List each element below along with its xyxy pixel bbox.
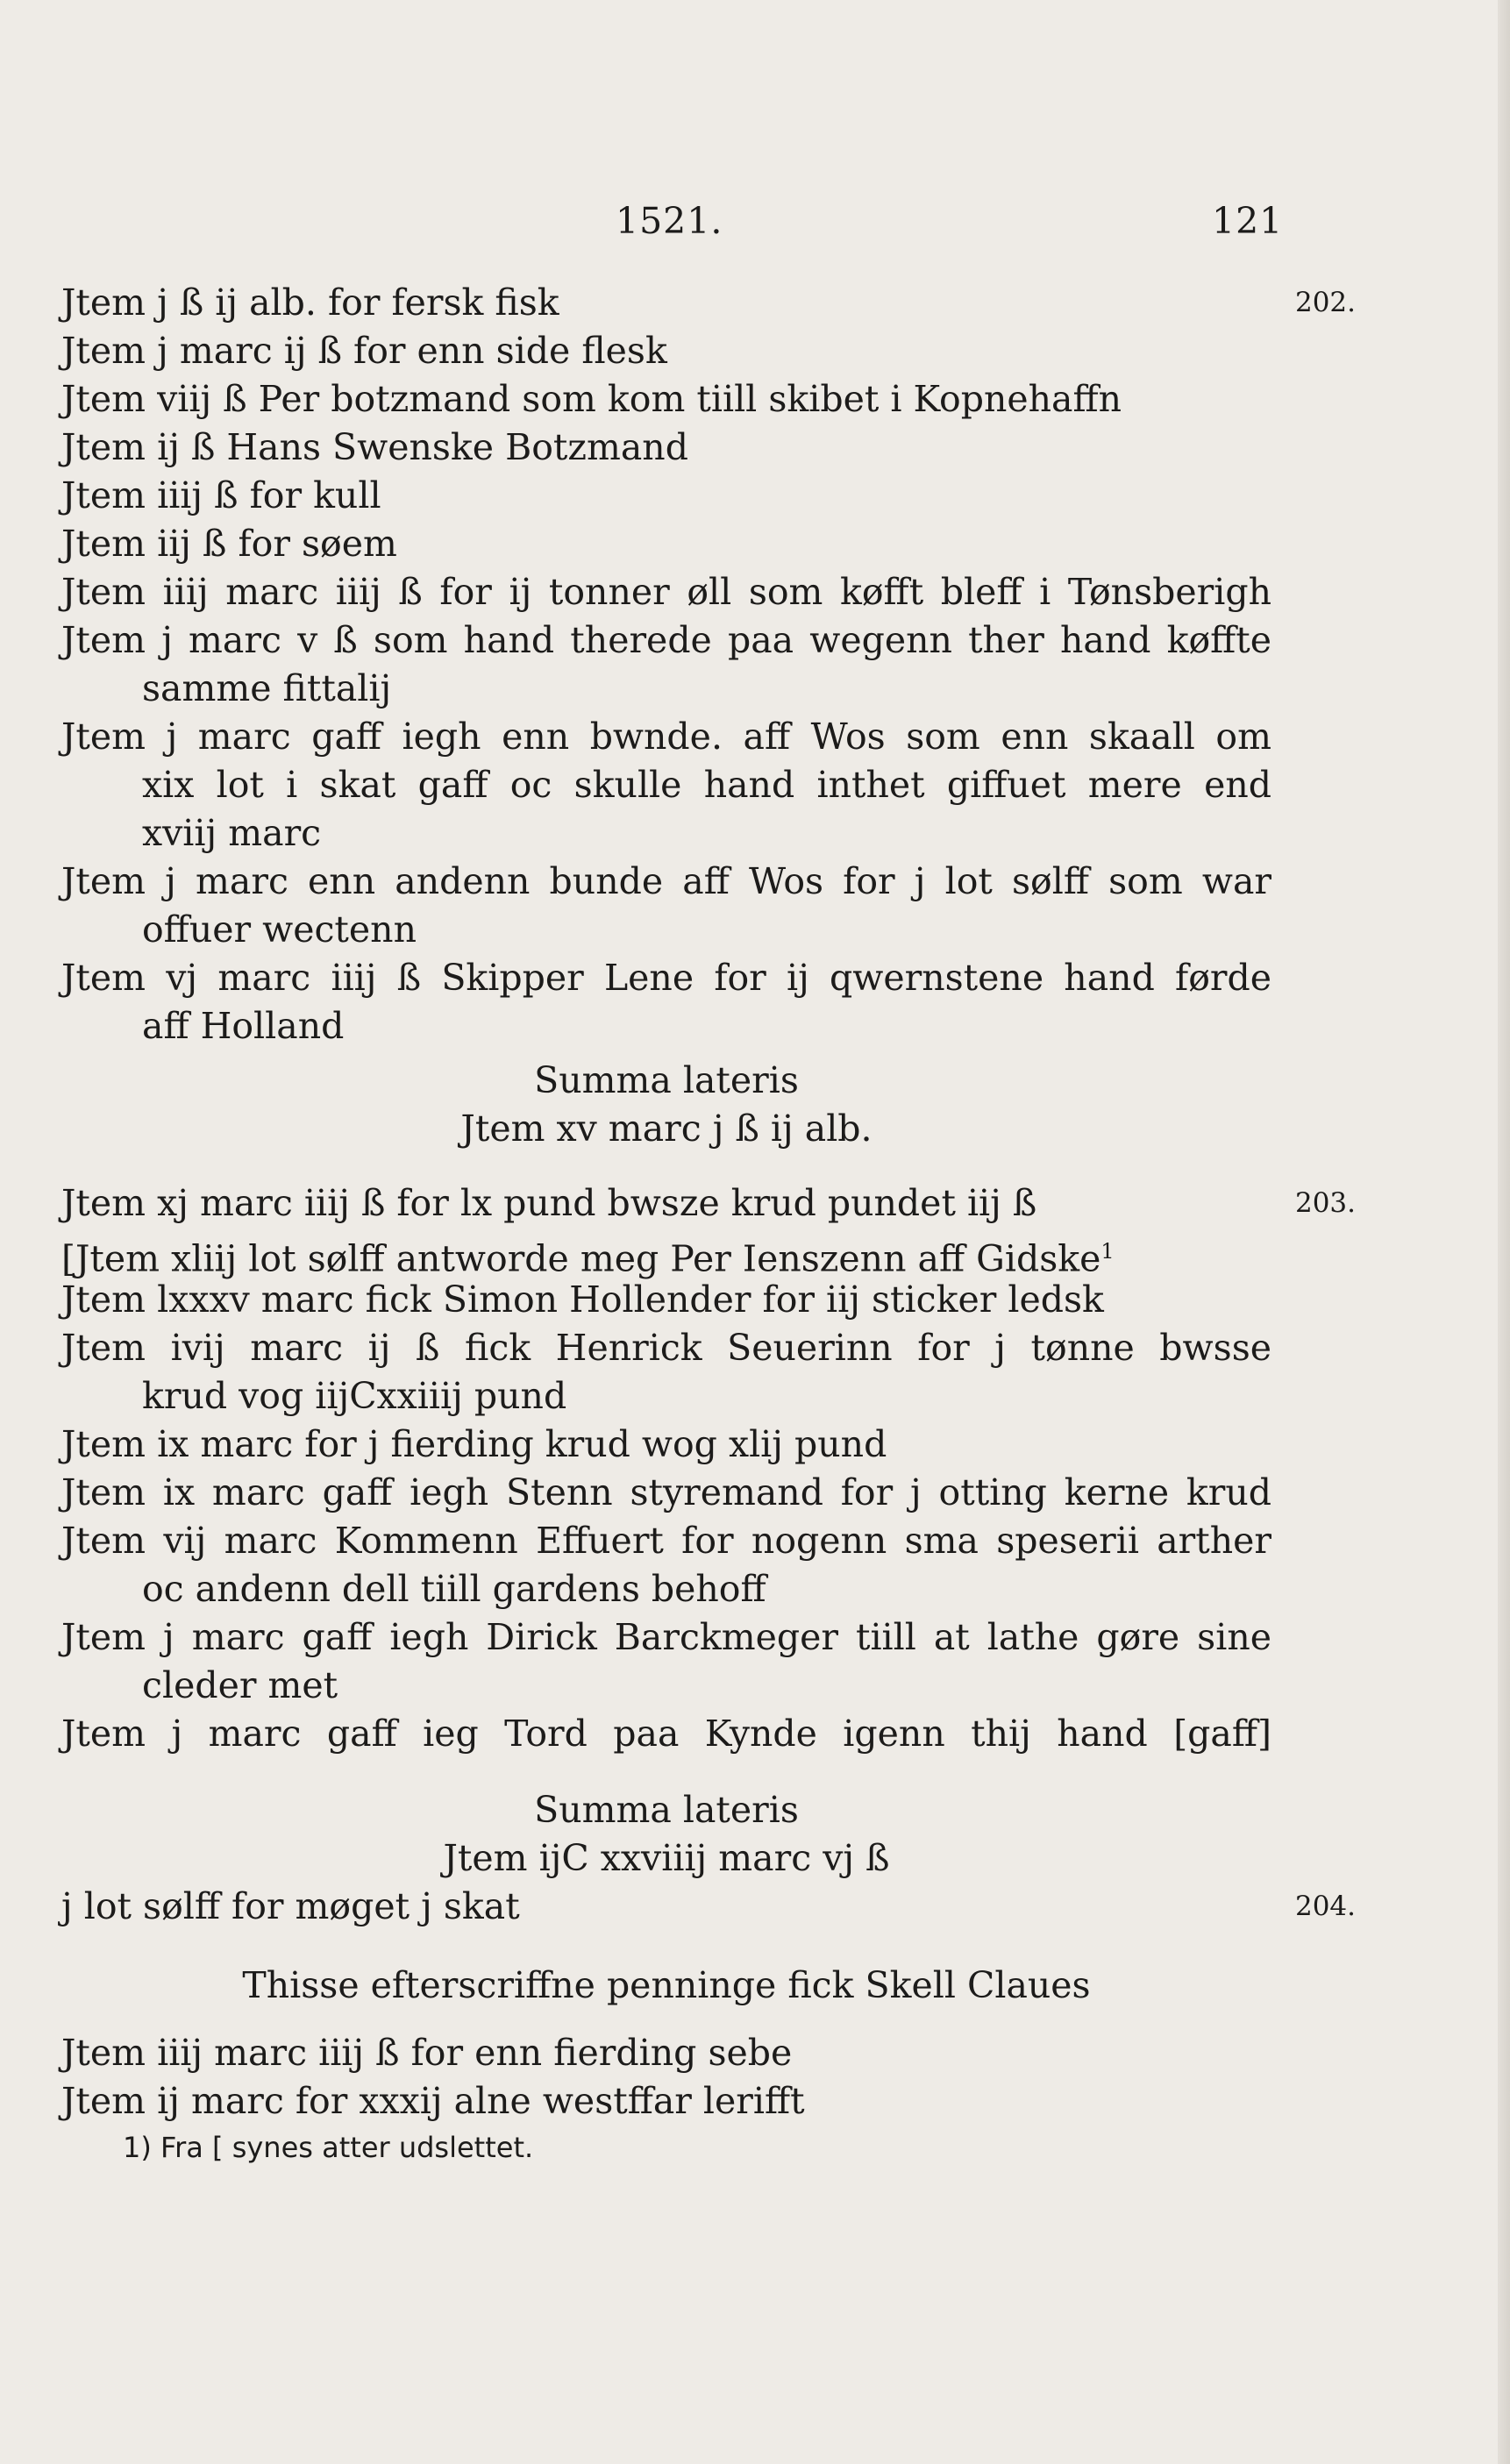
margin-note-203: 203. <box>1294 1187 1356 1219</box>
summa-total: Jtem ijC xxviiij marc vj ß <box>443 1837 890 1879</box>
text-line: j lot sølff for møget j skat <box>61 1885 520 1927</box>
text-line: [Jtem xliij lot sølff antworde meg Per Ienszenn aff Gidske$^1$ <box>61 1237 1115 1280</box>
text-line: Jtem vij marc Kommenn Effuert for nogenn sma speserii arther <box>61 1520 1271 1562</box>
text-line: cleder met <box>142 1664 338 1706</box>
text-line: Jtem j marc v ß som hand therede paa wegenn ther hand køffte <box>61 619 1271 661</box>
text-line: Jtem ij marc for xxxij alne westffar lerifft <box>61 2080 805 2122</box>
text-line: Jtem j marc enn andenn bunde aff Wos for j lot sølff som war <box>61 860 1271 902</box>
text-line: Jtem iij ß for søem <box>61 523 397 565</box>
text-line: aff Holland <box>142 1005 345 1047</box>
text-line: xix lot i skat gaff oc skulle hand inthet giffuet mere end <box>142 764 1271 806</box>
text-line: Jtem j marc gaff ieg Tord paa Kynde igenn thij hand [gaff] <box>61 1713 1271 1755</box>
text-line: Jtem j marc gaff iegh enn bwnde. aff Wos som enn skaall om <box>61 716 1271 758</box>
text-line: Jtem xj marc iiij ß for lx pund bwsze krud pundet iij ß <box>61 1182 1037 1224</box>
summa-lateris-heading: Summa lateris <box>534 1789 799 1831</box>
text-line: oc andenn dell tiill gardens behoff <box>142 1568 766 1610</box>
text-line: Jtem ix marc for j fierding krud wog xlij pund <box>61 1423 887 1465</box>
text-line: Jtem iiij marc iiij ß for ij tonner øll som køfft bleff i Tønsberigh <box>61 571 1271 613</box>
margin-note-202: 202. <box>1294 287 1356 318</box>
running-header-year: 1521. <box>616 200 723 242</box>
summa-total: Jtem xv marc j ß ij alb. <box>460 1107 873 1150</box>
footnote-marker: 1) <box>123 2131 152 2164</box>
text-line: Jtem j marc ij ß for enn side flesk <box>61 330 667 372</box>
section-heading: Thisse efterscriffne penninge fick Skell Claues <box>242 1964 1091 2006</box>
text-line: Jtem iiij marc iiij ß for enn fierding sebe <box>61 2032 793 2074</box>
footnote-text: Fra [ synes atter udslettet. <box>160 2131 534 2164</box>
text-line: Jtem vj marc iiij ß Skipper Lene for ij qwernstene hand førde <box>61 957 1271 999</box>
text-line: Jtem ivij marc ij ß fick Henrick Seuerinn for j tønne bwsse <box>61 1327 1271 1369</box>
text-line: Jtem ij ß Hans Swenske Botzmand <box>61 426 688 468</box>
summa-lateris-heading: Summa lateris <box>534 1059 799 1101</box>
text-line: Jtem viij ß Per botzmand som kom tiill skibet i Kopnehaffn <box>61 378 1122 420</box>
text-line: krud vog iijCxxiiij pund <box>142 1375 567 1417</box>
footnote <box>123 2131 533 2164</box>
text-line: Jtem iiij ß for kull <box>61 474 381 516</box>
page-number: 121 <box>1212 200 1284 242</box>
margin-note-204: 204. <box>1294 1891 1356 1922</box>
text-line: Jtem j ß ij alb. for fersk fisk <box>61 281 559 324</box>
text-line: offuer wectenn <box>142 908 417 951</box>
text-line: Jtem ix marc gaff iegh Stenn styremand for j otting kerne krud <box>61 1471 1271 1513</box>
text-line: samme fittalij <box>142 667 392 709</box>
text-line: xviij marc <box>142 812 322 854</box>
page-edge <box>1498 0 1510 2464</box>
text-line: Jtem lxxxv marc fick Simon Hollender for iij sticker ledsk <box>61 1278 1104 1321</box>
text-line: Jtem j marc gaff iegh Dirick Barckmeger tiill at lathe gøre sine <box>61 1616 1271 1658</box>
